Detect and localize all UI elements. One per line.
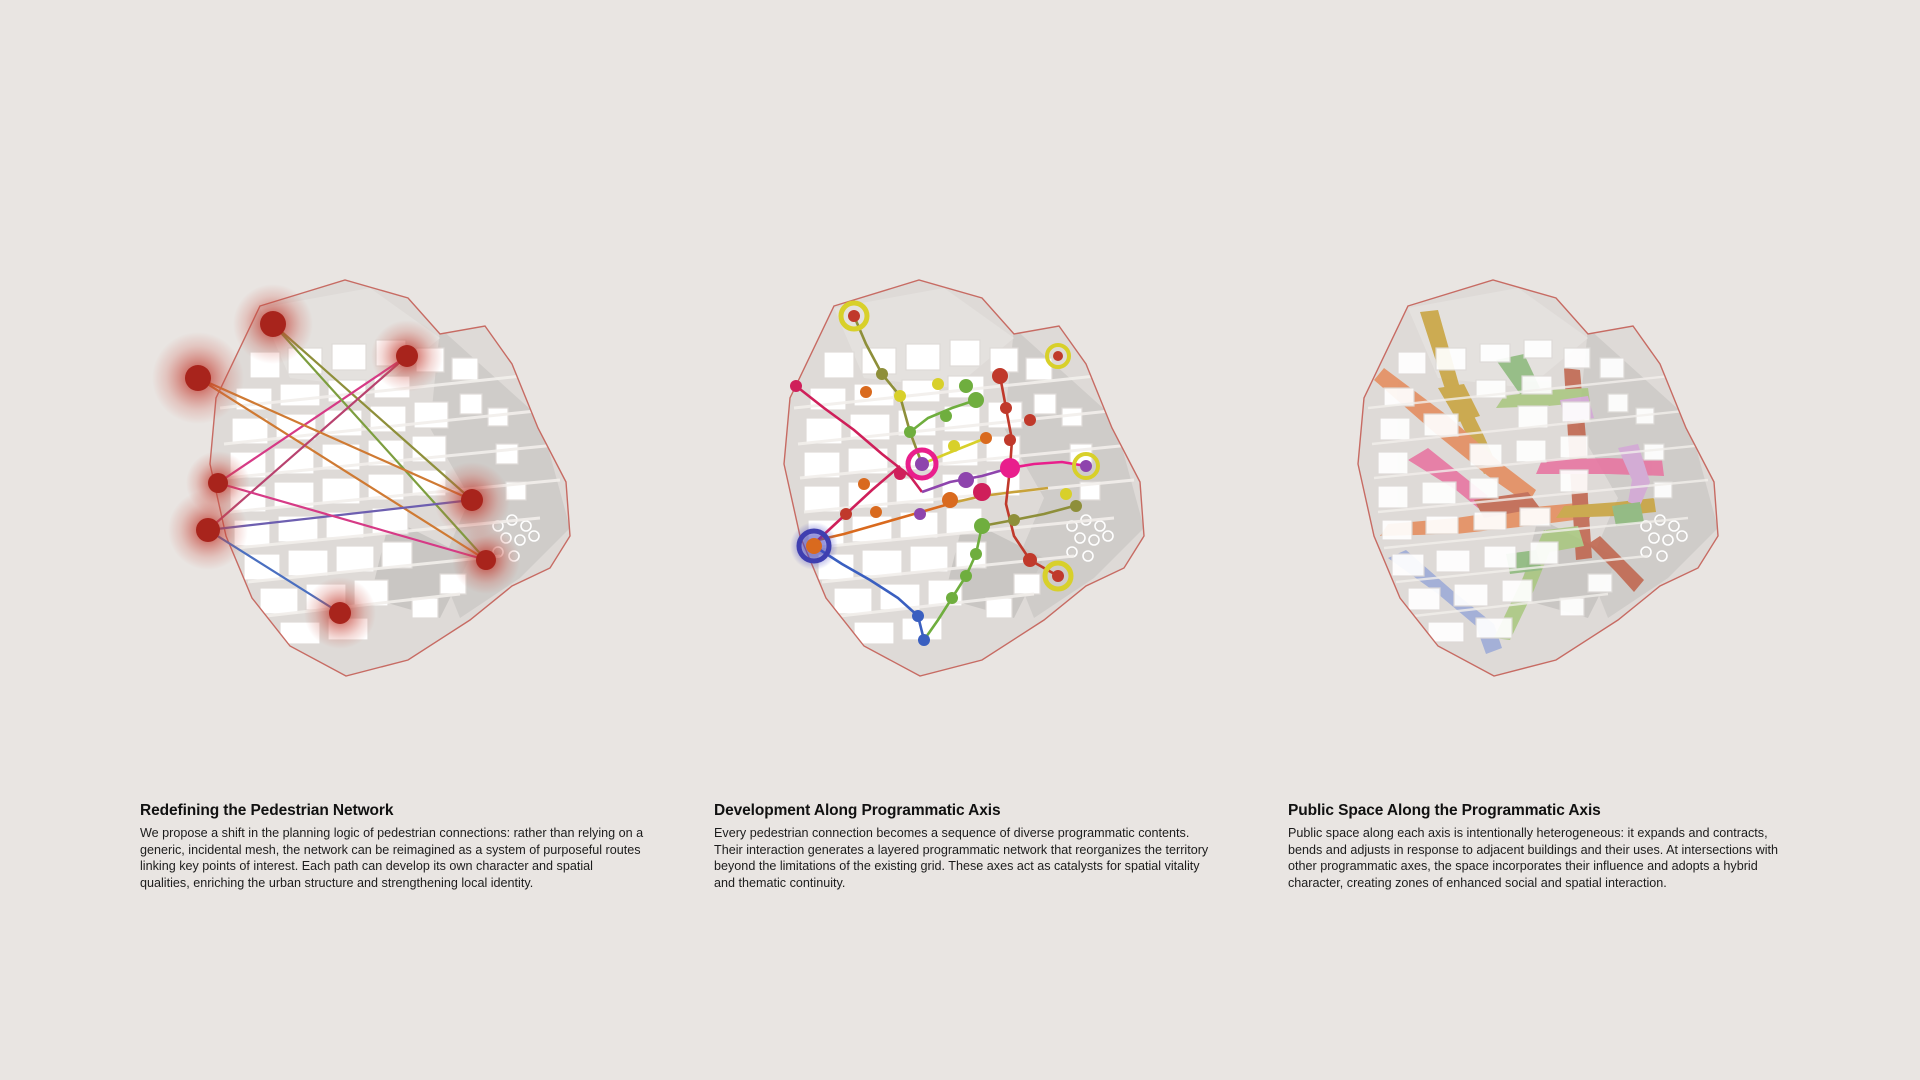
map-svg-2 xyxy=(714,268,1282,788)
caption-3 xyxy=(1288,802,1793,892)
panel-programmatic-axis xyxy=(714,268,1282,892)
caption-1 xyxy=(140,802,645,892)
map-public-space xyxy=(1288,268,1856,788)
map-svg-1 xyxy=(140,268,708,788)
map-pedestrian-network xyxy=(140,268,708,788)
panel-public-space xyxy=(1288,268,1856,892)
panel-body-2: Every pedestrian connection becomes a sequence of diverse programmatic contents. Their interaction generates a layered programmatic network that reorganizes the territory beyond the limitations of the existing grid. These axes act as catalysts for spatial vitality and thematic continuity. xyxy=(714,826,1209,891)
panel-title-1: Redefining the Pedestrian Network xyxy=(140,802,394,819)
panel-title-2: Development Along Programmatic Axis xyxy=(714,802,1001,819)
map-programmatic-axis xyxy=(714,268,1282,788)
site-base-3 xyxy=(1288,268,1856,788)
caption-2 xyxy=(714,802,1214,892)
panel-body-3: Public space along each axis is intentionally heterogeneous: it expands and contracts, bends and adjusts in response to adjacent buildings and their uses. At intersections with other programmatic axes, the space incorporates their influence and adopts a hybrid character, creating zones of enhanced social and spatial interaction. xyxy=(1288,826,1779,891)
panel-title-3: Public Space Along the Programmatic Axis xyxy=(1288,802,1601,819)
panel-body-1: We propose a shift in the planning logic of pedestrian connections: rather than relying on a generic, incidental mesh, the network can be reimagined as a system of purposeful routes linking key points of interest. Each path can develop its own character and spatial qualities, enriching the urban structure and strengthening local identity. xyxy=(140,826,644,891)
map-svg-3 xyxy=(1288,268,1856,788)
panel-pedestrian-network xyxy=(140,268,708,892)
